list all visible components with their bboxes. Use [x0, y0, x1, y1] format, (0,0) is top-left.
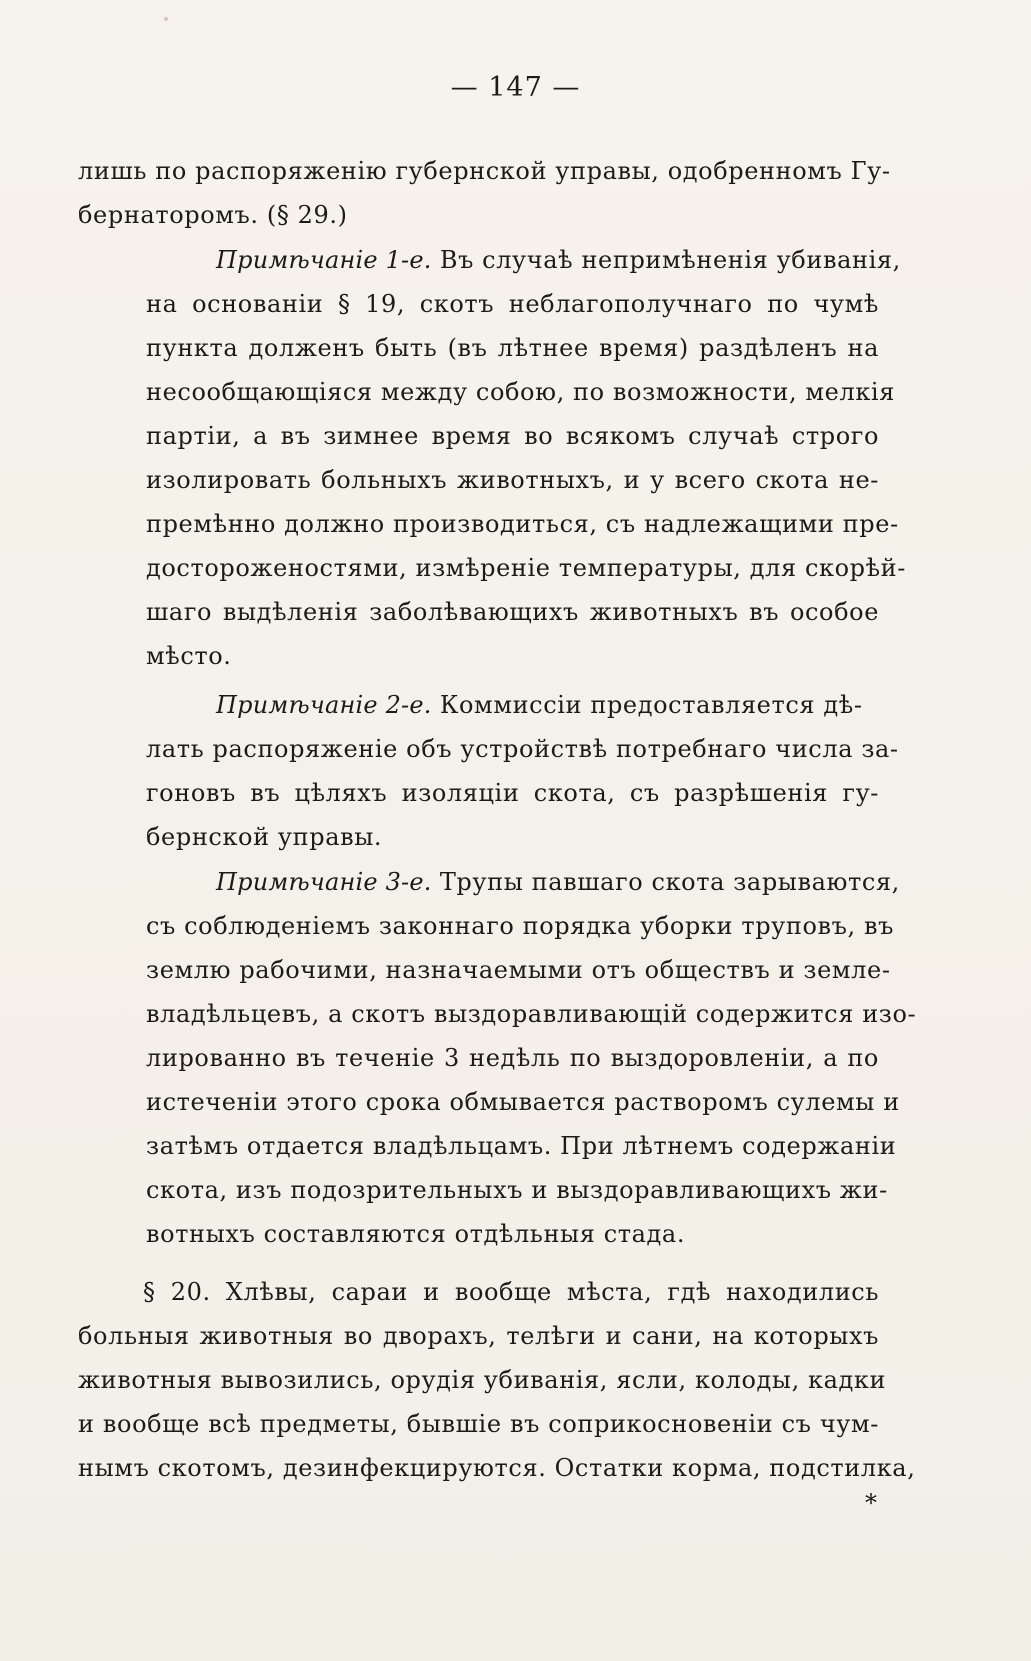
note-text: Въ случаѣ непримѣненія убиванія,: [439, 246, 901, 274]
text-line: лированно въ теченіе 3 недѣль по выздоровленіи, а по: [146, 1044, 879, 1072]
text-line: нымъ скотомъ, дезинфекцируются. Остатки корма, подстилка,: [78, 1454, 916, 1482]
text-line: несообщающіяся между собою, по возможности, мелкія: [146, 378, 895, 406]
text-line: партіи, а въ зимнее время во всякомъ случаѣ строго: [146, 422, 879, 450]
text-line: мѣсто.: [146, 642, 232, 670]
text-line: достороженостями, измѣреніе температуры, для скорѣй-: [146, 554, 906, 582]
text-line: владѣльцевъ, а скотъ выздоравливающій содержится изо-: [146, 1000, 917, 1028]
text-line: гоновъ въ цѣляхъ изоляціи скота, съ разрѣшенія гу-: [146, 779, 879, 807]
text-line: лишь по распоряженію губернской управы, одобренномъ Гу-: [78, 157, 891, 185]
note-text: Коммиссіи предоставляется дѣ-: [439, 691, 863, 719]
note-label: [216, 248, 901, 272]
note-label: [216, 870, 900, 894]
text-line: бернской управы.: [146, 823, 383, 851]
text-line: на основаніи § 19, скотъ неблагополучнаго по чумѣ: [146, 290, 879, 318]
note-text: Трупы павшаго скота зарываются,: [439, 868, 900, 896]
text-line: бернаторомъ. (§ 29.): [78, 201, 348, 229]
text-line: истеченіи этого срока обмывается растворомъ сулемы и: [146, 1088, 900, 1116]
note-label-text: Примѣчаніе 2-е.: [216, 691, 432, 719]
text-line: животныя вывозились, орудія убиванія, ясли, колоды, кадки: [78, 1366, 887, 1394]
text-line: вотныхъ составляются отдѣльныя стада.: [146, 1220, 686, 1248]
text-line: съ соблюденіемъ законнаго порядка уборки труповъ, въ: [146, 912, 894, 940]
text-line: скота, изъ подозрительныхъ и выздоравливающихъ жи-: [146, 1176, 888, 1204]
text-line: премѣнно должно производиться, съ надлежащими пре-: [146, 510, 899, 538]
text-line: лать распоряженіе объ устройствѣ потребнаго числа за-: [146, 735, 899, 763]
note-label-text: Примѣчаніе 1-е.: [216, 246, 432, 274]
text-line: затѣмъ отдается владѣльцамъ. При лѣтнемъ содержаніи: [146, 1132, 897, 1160]
text-line: § 20. Хлѣвы, сараи и вообще мѣста, гдѣ находились: [143, 1278, 879, 1306]
signature-mark: *: [865, 1489, 877, 1517]
note-label: [216, 693, 863, 717]
text-line: землю рабочими, назначаемыми отъ обществъ и земле-: [146, 956, 891, 984]
note-label-text: Примѣчаніе 3-е.: [216, 868, 432, 896]
text-line: пункта долженъ быть (въ лѣтнее время) раздѣленъ на: [146, 334, 879, 362]
text-line: изолировать больныхъ животныхъ, и у всего скота не-: [146, 466, 879, 494]
text-line: больныя животныя во дворахъ, телѣги и сани, на которыхъ: [78, 1322, 879, 1350]
text-line: и вообще всѣ предметы, бывшіе въ соприкосновеніи съ чум-: [78, 1410, 879, 1438]
paper-speck: [164, 17, 168, 21]
text-line: шаго выдѣленія заболѣвающихъ животныхъ въ особое: [146, 598, 879, 626]
page-number: — 147 —: [450, 72, 581, 103]
